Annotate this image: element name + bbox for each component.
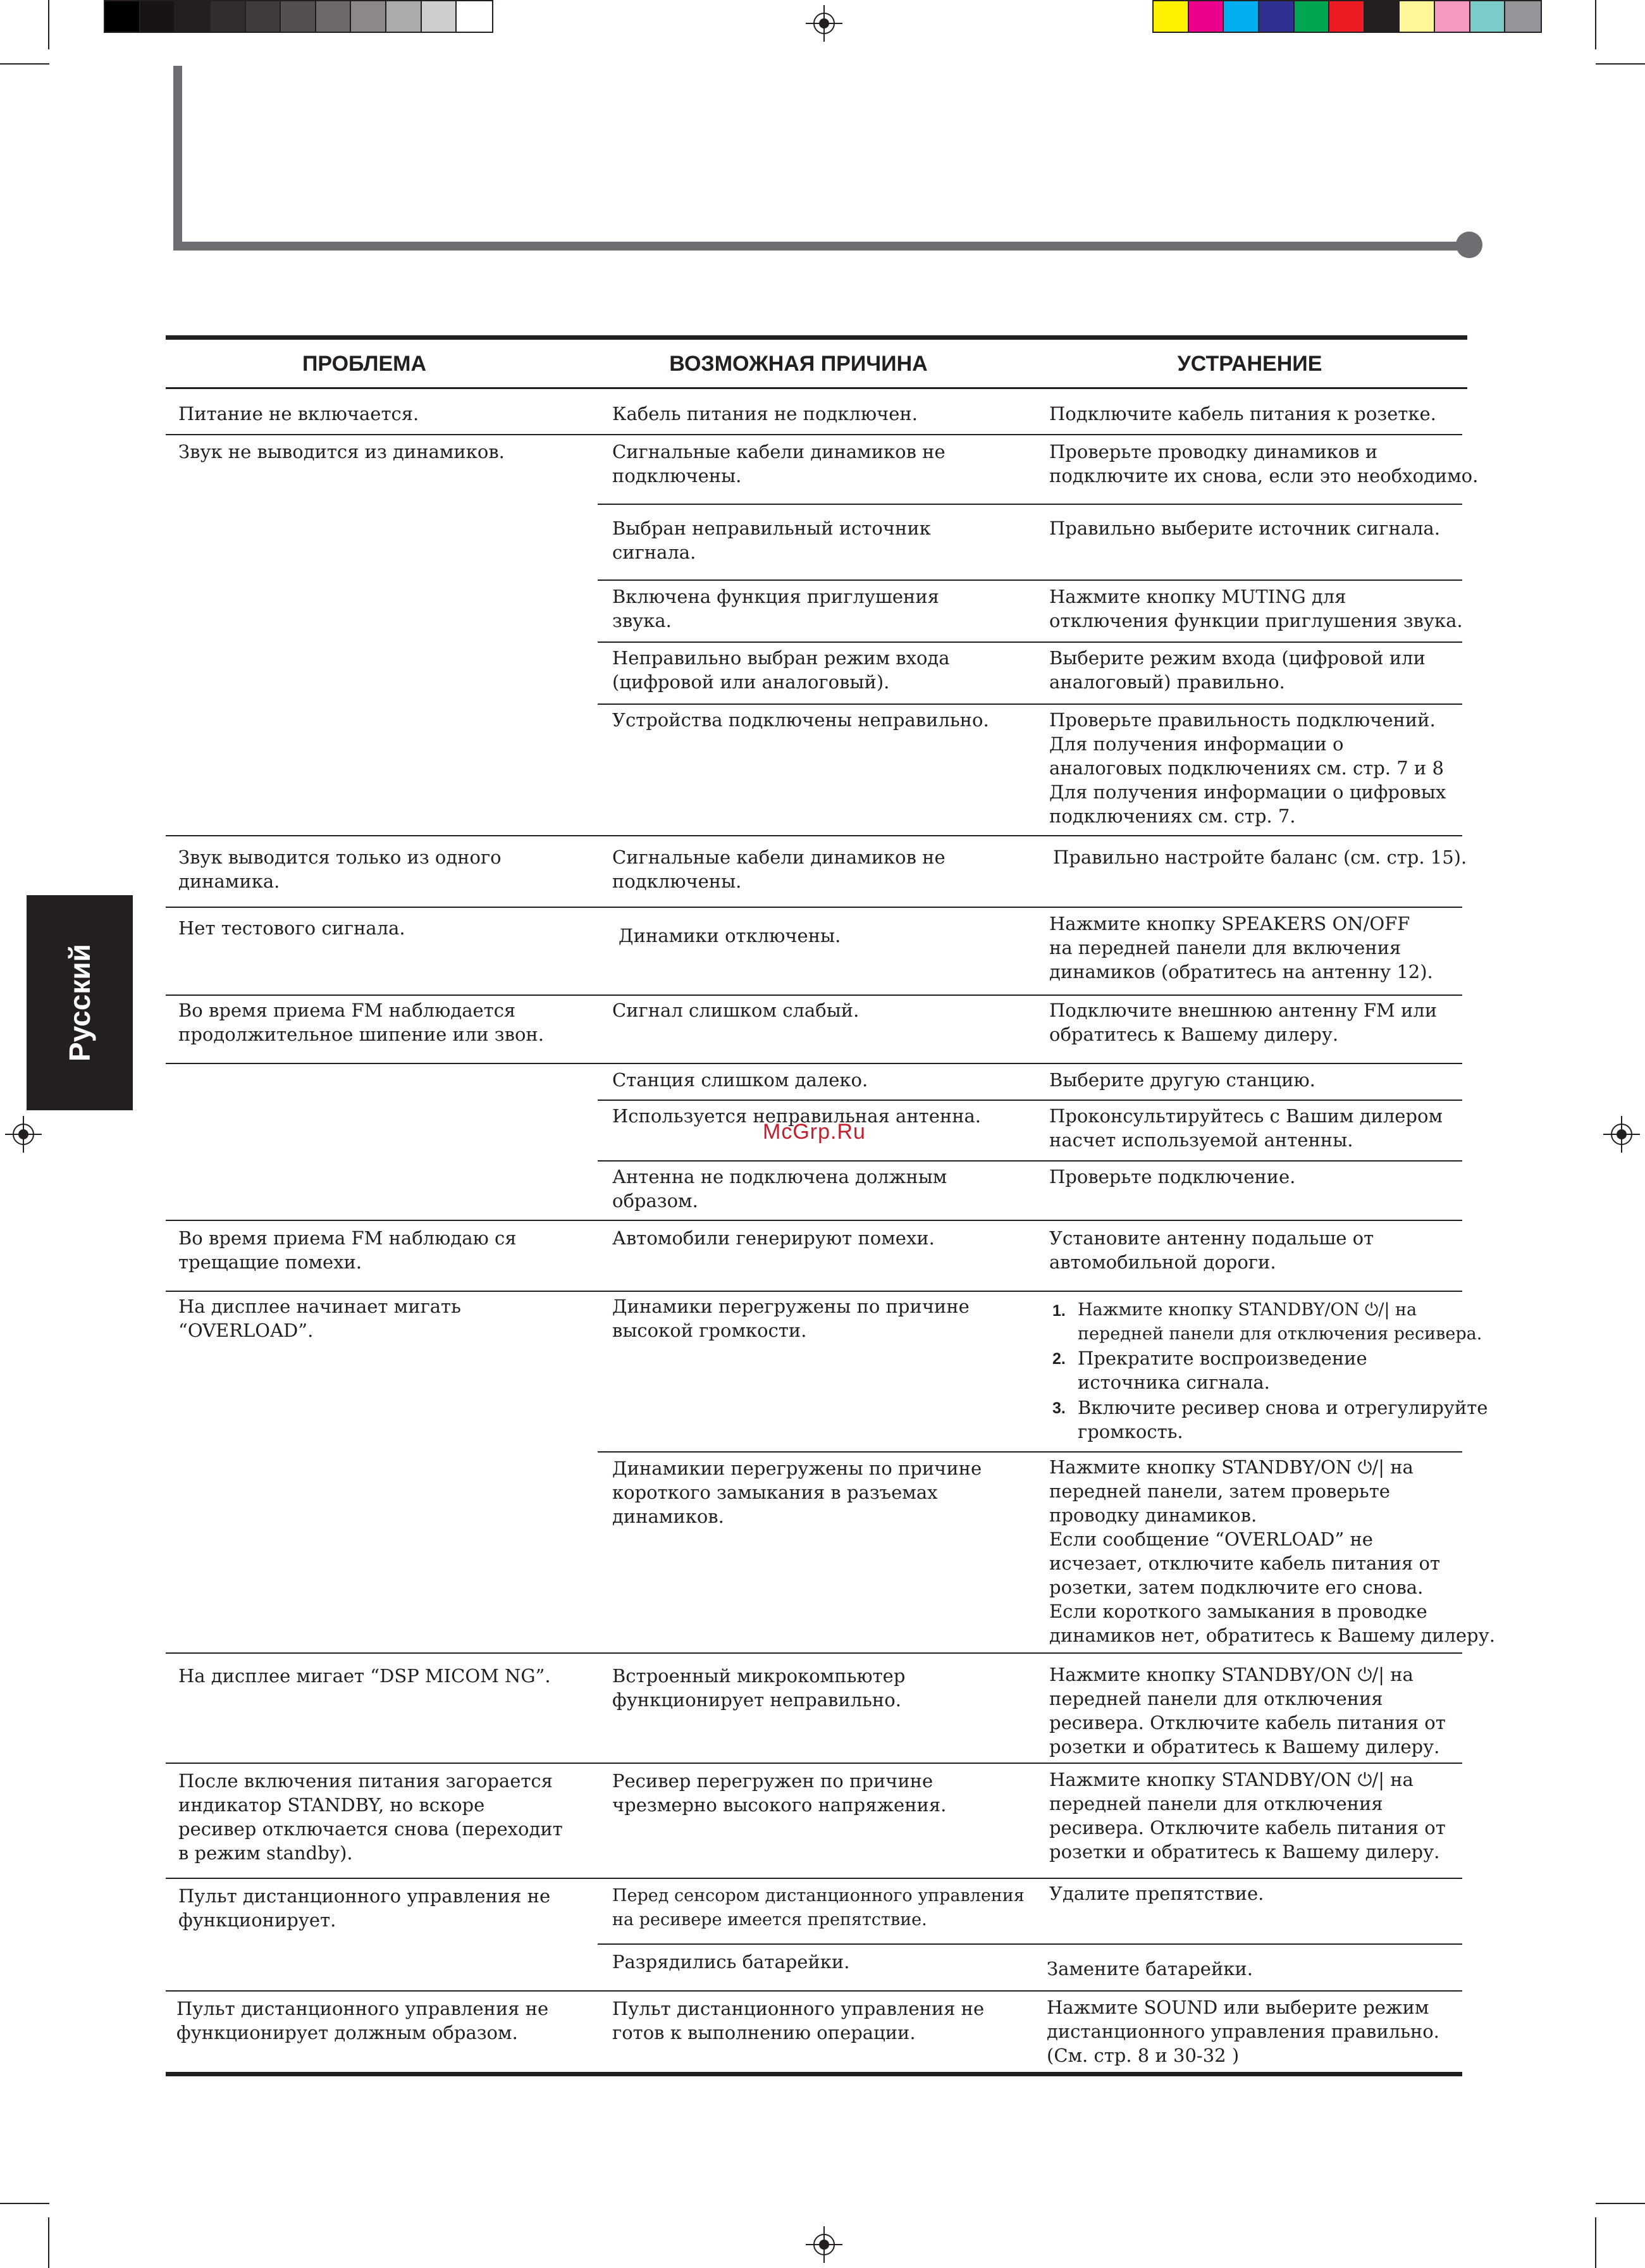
remedy-cell: Нажмите кнопку STANDBY/ON ⏻/| на передней панели для отключения ресивера. Отключите кабель питания от розетки и обратитесь к Вашему дилеру.	[1049, 1664, 1446, 1757]
color-swatch	[1435, 1, 1470, 32]
color-swatch	[1400, 1, 1435, 32]
color-swatch	[1224, 1, 1259, 32]
remedy-cell: Выберите другую станцию.	[1049, 1069, 1315, 1091]
language-label: Русский	[63, 944, 96, 1062]
crop-mark	[1595, 0, 1596, 49]
color-swatch	[1329, 1, 1365, 32]
step-number: 2.	[1052, 1350, 1066, 1368]
color-swatch	[1259, 1, 1295, 32]
remedy-cell: Подключите кабель питания к розетке.	[1049, 403, 1436, 424]
language-tab	[27, 895, 133, 1110]
gray-swatch	[351, 1, 386, 32]
row-divider	[166, 1291, 1462, 1292]
remedy-cell: Нажмите кнопку STANDBY/ON ⏻/| на передней панели для отключения ресивера. Отключите кабель питания от розетки и обратитесь к Вашему дилеру.	[1049, 1769, 1446, 1862]
registration-mark-icon	[5, 1116, 42, 1153]
gray-swatch	[316, 1, 352, 32]
step-number: 3.	[1052, 1399, 1066, 1417]
step-number: 1.	[1052, 1302, 1066, 1320]
header-frame-vertical	[173, 66, 182, 251]
cause-cell: Сигнальные кабели динамиков не подключены.	[612, 846, 946, 892]
cause-cell: Станция слишком далеко.	[612, 1069, 868, 1091]
row-divider	[598, 1100, 1462, 1101]
row-divider	[166, 907, 1462, 908]
table-bottom-rule	[166, 2072, 1462, 2076]
remedy-cell: Нажмите кнопку MUTING для отключения функции приглушения звука.	[1049, 586, 1463, 631]
remedy-cell: Нажмите SOUND или выберите режим дистанционного управления правильно. (См. стр. 8 и 30-32 )	[1047, 1997, 1439, 2066]
header-cause: ВОЗМОЖНАЯ ПРИЧИНА	[669, 352, 928, 376]
crop-mark	[1595, 2217, 1596, 2268]
row-divider	[166, 1763, 1462, 1764]
header-frame-horizontal	[173, 242, 1470, 251]
crop-mark	[0, 63, 49, 65]
step-text: Прекратите воспроизведение источника сигнала.	[1078, 1348, 1367, 1393]
remedy-cell: Правильно выберите источник сигнала.	[1049, 517, 1440, 539]
problem-cell: На дисплее мигает “DSP MICOM NG”.	[178, 1665, 551, 1687]
gray-swatch	[140, 1, 176, 32]
crop-mark	[48, 2217, 49, 2268]
crop-mark	[1596, 2203, 1645, 2204]
problem-cell: Во время приема FM наблюдается продолжительное шипение или звон.	[178, 1000, 544, 1045]
color-swatch	[1189, 1, 1224, 32]
gray-swatch	[175, 1, 211, 32]
gray-swatch	[281, 1, 316, 32]
remedy-cell: Нажмите кнопку SPEAKERS ON/OFF на передней панели для включения динамиков (обратитесь на антенну 12).	[1049, 913, 1433, 982]
gray-swatch	[105, 1, 140, 32]
cause-cell: Автомобили генерируют помехи.	[612, 1227, 935, 1249]
cause-cell: Динамики перегружены по причине высокой громкости.	[612, 1296, 970, 1341]
row-divider	[598, 504, 1462, 505]
row-divider	[598, 641, 1462, 643]
row-divider	[166, 1220, 1462, 1221]
color-swatch	[1154, 1, 1189, 32]
cause-cell: Сигнальные кабели динамиков не подключены.	[612, 441, 946, 486]
row-divider	[598, 1160, 1462, 1162]
row-divider	[598, 1451, 1462, 1453]
row-divider	[166, 995, 1462, 996]
remedy-cell: Проконсультируйтесь с Вашим дилером насчет используемой антенны.	[1049, 1105, 1443, 1151]
cause-cell: Сигнал слишком слабый.	[612, 1000, 859, 1021]
problem-cell: Во время приема FM наблюдаю ся трещащие помехи.	[178, 1227, 517, 1273]
header-frame-dot	[1456, 232, 1482, 258]
crop-mark	[48, 0, 49, 49]
cause-cell: Выбран неправильный источник сигнала.	[612, 517, 931, 563]
crop-mark	[0, 2203, 49, 2204]
problem-cell: После включения питания загорается индикатор STANDBY, но вскоре ресивер отключается снова (переходит в режим standby).	[178, 1770, 563, 1864]
table-header-rule	[166, 387, 1467, 389]
problem-cell: Звук выводится только из одного динамика.	[178, 846, 502, 892]
remedy-cell: Проверьте подключение.	[1049, 1166, 1296, 1187]
color-swatch	[1505, 1, 1541, 32]
remedy-cell: Проверьте правильность подключений. Для получения информации о аналоговых подключениях см. стр. 7 и 8 Для получения информации о цифровых подключениях см. стр. 7.	[1049, 709, 1446, 827]
cause-cell: Используется неправильная антенна.	[612, 1105, 982, 1127]
color-swatch	[1470, 1, 1506, 32]
cause-cell: Разрядились батарейки.	[612, 1951, 850, 1973]
problem-cell: Звук не выводится из динамиков.	[178, 441, 505, 462]
cause-cell: Неправильно выбран режим входа (цифровой или аналоговый).	[612, 647, 950, 693]
process-color-bar	[1152, 0, 1542, 33]
problem-cell: Нет тестового сигнала.	[178, 917, 405, 939]
row-divider	[166, 434, 1462, 435]
registration-mark-icon	[806, 5, 842, 42]
gray-swatch	[457, 1, 492, 32]
grayscale-calibration-bar	[104, 0, 493, 33]
color-swatch	[1295, 1, 1330, 32]
problem-cell: Питание не включается.	[178, 403, 419, 424]
step-text: Нажмите кнопку STANDBY/ON ⏻/| на передней панели для отключения ресивера.	[1078, 1300, 1482, 1344]
registration-mark-icon	[806, 2226, 842, 2263]
cause-cell: Включена функция приглушения звука.	[612, 586, 939, 631]
problem-cell: Пульт дистанционного управления не функционирует должным образом.	[176, 1998, 549, 2043]
remedy-cell: Подключите внешнюю антенну FM или обратитесь к Вашему дилеру.	[1049, 1000, 1438, 1045]
cause-cell: Антенна не подключена должным образом.	[612, 1166, 947, 1211]
step-text: Включите ресивер снова и отрегулируйте громкость.	[1078, 1397, 1488, 1442]
gray-swatch	[422, 1, 457, 32]
header-remedy: УСТРАНЕНИЕ	[1177, 352, 1322, 376]
gray-swatch	[386, 1, 422, 32]
remedy-cell: Выберите режим входа (цифровой или аналоговый) правильно.	[1049, 647, 1426, 693]
problem-cell: На дисплее начинает мигать “OVERLOAD”.	[178, 1296, 461, 1341]
cause-cell: Встроенный микрокомпьютер функционирует неправильно.	[612, 1665, 906, 1711]
row-divider	[166, 1063, 1462, 1064]
cause-cell: Динамикии перегружены по причине короткого замыкания в разъемах динамиков.	[612, 1458, 982, 1527]
remedy-cell: Правильно настройте баланс (см. стр. 15).	[1053, 846, 1467, 868]
remedy-cell: Нажмите кнопку STANDBY/ON ⏻/| на передней панели, затем проверьте проводку динамиков. Если сообщение “OVERLOAD” не исчезает, отключите кабель питания от розетки, затем подключите его снова. Если короткого замыкания в проводке динамиков нет, обратитесь к Вашему дилеру.	[1049, 1456, 1495, 1646]
cause-cell: Ресивер перегружен по причине чрезмерно высокого напряжения.	[612, 1770, 947, 1816]
remedy-cell: Замените батарейки.	[1047, 1958, 1253, 1980]
row-divider	[598, 579, 1462, 581]
color-swatch	[1365, 1, 1400, 32]
header-problem: ПРОБЛЕМА	[302, 352, 427, 376]
row-divider	[166, 1652, 1462, 1654]
row-divider	[166, 1990, 1462, 1992]
cause-cell: Устройства подключены неправильно.	[612, 709, 989, 731]
watermark: McGrp.Ru	[763, 1120, 866, 1144]
cause-cell: Пульт дистанционного управления не готов к выполнению операции.	[612, 1998, 985, 2043]
crop-mark	[1596, 63, 1645, 65]
remedy-cell: Установите антенну подальше от автомобильной дороги.	[1049, 1227, 1374, 1273]
cause-cell: Перед сенсором дистанционного управления на ресивере имеется препятствие.	[612, 1886, 1025, 1930]
table-top-rule	[166, 335, 1467, 340]
registration-mark-icon	[1603, 1116, 1640, 1153]
problem-cell: Пульт дистанционного управления не функционирует.	[178, 1885, 551, 1931]
cause-cell: Кабель питания не подключен.	[612, 403, 918, 424]
cause-cell: Динамики отключены.	[619, 925, 841, 946]
gray-swatch	[211, 1, 246, 32]
row-divider	[166, 835, 1462, 836]
remedy-cell: Удалите препятствие.	[1049, 1883, 1264, 1904]
row-divider	[598, 1943, 1462, 1945]
row-divider	[166, 1878, 1462, 1879]
gray-swatch	[246, 1, 281, 32]
remedy-cell: Проверьте проводку динамиков и подключите их снова, если это необходимо.	[1049, 441, 1479, 486]
row-divider	[598, 703, 1462, 705]
